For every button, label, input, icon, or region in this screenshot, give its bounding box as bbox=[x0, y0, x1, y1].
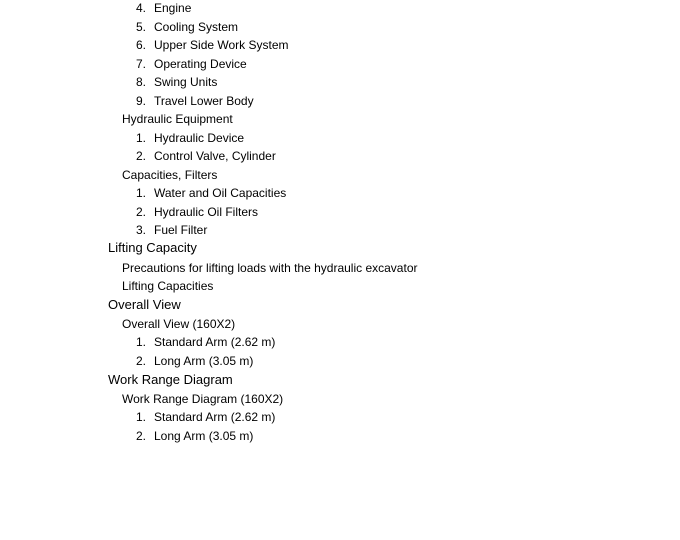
toc-section-work-range-diagram[interactable]: Work Range Diagram bbox=[108, 371, 233, 387]
toc-link-water-and-oil-capacities[interactable]: Water and Oil Capacities bbox=[154, 186, 287, 200]
toc-link-upper-side-work-system[interactable]: Upper Side Work System bbox=[154, 38, 289, 52]
toc-link-overall-view-160x2[interactable]: Overall View (160X2) bbox=[122, 317, 236, 331]
toc-link-control-valve-cylinder[interactable]: Control Valve, Cylinder bbox=[154, 149, 276, 163]
toc-link-cooling-system[interactable]: Cooling System bbox=[154, 19, 239, 34]
toc-item-number: 2. bbox=[135, 204, 146, 219]
toc-item-number: 1. bbox=[135, 186, 146, 200]
toc-item-number: 4. bbox=[135, 1, 146, 15]
toc-item-number: 2. bbox=[135, 353, 146, 368]
toc-item-number: 2. bbox=[135, 428, 146, 443]
toc-link-travel-lower-body[interactable]: Travel Lower Body bbox=[154, 93, 254, 108]
toc-link-hydraulic-device[interactable]: Hydraulic Device bbox=[154, 130, 245, 145]
toc-item-number: 3. bbox=[135, 223, 146, 237]
toc-link-fuel-filter[interactable]: Fuel Filter bbox=[154, 223, 208, 237]
toc-item-number: 1. bbox=[135, 130, 146, 145]
toc-section-overall-view[interactable]: Overall View bbox=[108, 297, 181, 312]
toc-section-lifting-capacity[interactable]: Lifting Capacity bbox=[108, 240, 197, 255]
toc-link-work-range-standard-arm[interactable]: Standard Arm (2.62 m) bbox=[154, 410, 276, 424]
toc-link-work-range-long-arm[interactable]: Long Arm (3.05 m) bbox=[154, 428, 254, 443]
toc-item-number: 7. bbox=[135, 56, 146, 71]
toc-link-overall-long-arm[interactable]: Long Arm (3.05 m) bbox=[154, 353, 254, 368]
toc-item-number: 2. bbox=[135, 149, 146, 163]
toc-item-number: 5. bbox=[135, 19, 146, 34]
toc-item-number: 9. bbox=[135, 93, 146, 108]
toc-link-swing-units[interactable]: Swing Units bbox=[154, 75, 218, 89]
toc-link-precautions-lifting-loads[interactable]: Precautions for lifting loads with the hydraulic excavator bbox=[122, 260, 418, 275]
toc-link-operating-device[interactable]: Operating Device bbox=[154, 56, 247, 71]
toc-link-overall-standard-arm[interactable]: Standard Arm (2.62 m) bbox=[154, 335, 276, 349]
toc-item-number: 1. bbox=[135, 335, 146, 349]
toc-link-work-range-diagram-160x2[interactable]: Work Range Diagram (160X2) bbox=[122, 391, 284, 406]
toc-item-number: 6. bbox=[135, 38, 146, 52]
toc-item-number: 1. bbox=[135, 410, 146, 424]
toc-link-hydraulic-equipment[interactable]: Hydraulic Equipment bbox=[122, 112, 233, 126]
toc-link-lifting-capacities[interactable]: Lifting Capacities bbox=[122, 279, 214, 293]
toc-link-hydraulic-oil-filters[interactable]: Hydraulic Oil Filters bbox=[154, 204, 259, 219]
toc-link-capacities-filters[interactable]: Capacities, Filters bbox=[122, 167, 218, 182]
toc-item-number: 8. bbox=[135, 75, 146, 89]
toc-link-engine[interactable]: Engine bbox=[154, 1, 192, 15]
